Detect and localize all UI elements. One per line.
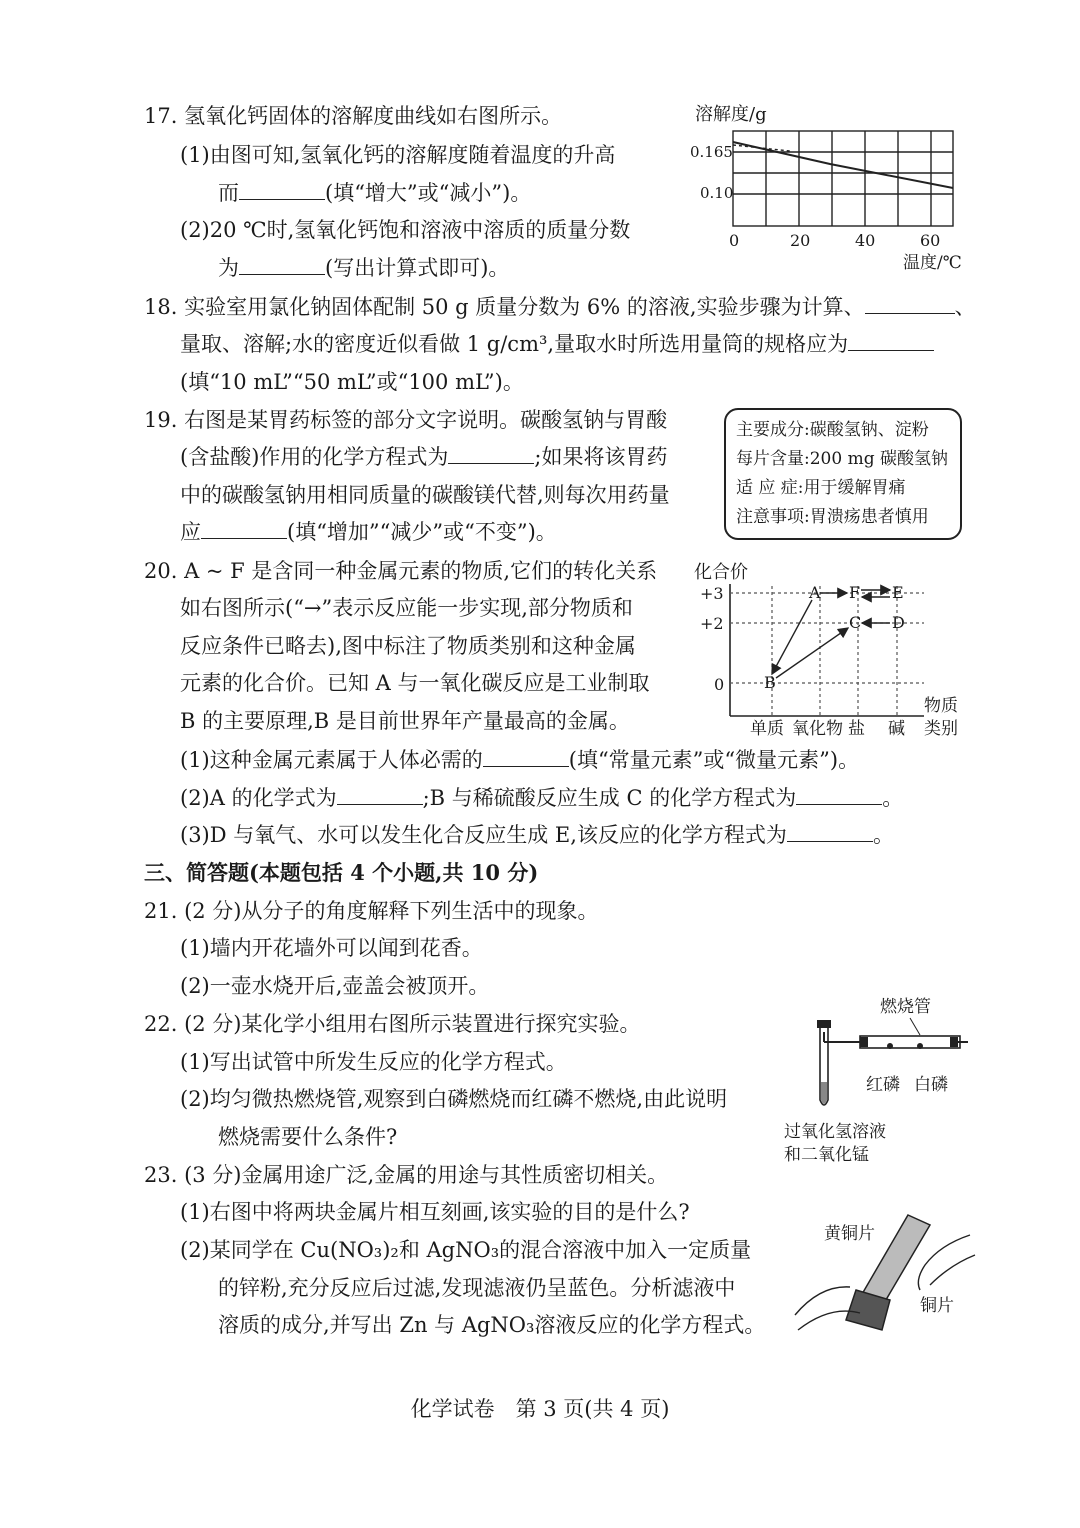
q18-line1: 18. 实验室用氯化钠固体配制 50 g 质量分数为 6% 的溶液,实验步骤为计算、 、 (144, 295, 976, 319)
answer-blank[interactable] (483, 746, 569, 767)
point-C: C (849, 613, 862, 632)
combustion-apparatus (780, 990, 980, 1165)
answer-blank[interactable] (796, 784, 882, 805)
q20-line2: 如右图所示(“→”表示反应能一步实现,部分物质和 (180, 596, 633, 620)
q18-line2: 量取、溶解;水的密度近似看做 1 g/cm³,量取水时所选用量筒的规格应为 (180, 329, 934, 359)
q22-stem: 22. (2 分)某化学小组用右图所示装置进行探究实验。 (144, 1012, 641, 1036)
q17-part1-line2: 而 (填“增大”或“减小”)。 (218, 181, 532, 205)
q20-line3: 反应条件已略去),图中标注了物质类别和这种金属 (180, 634, 636, 658)
q19-line4: 应 (填“增加”“减少”或“不变”)。 (180, 520, 557, 544)
solution-label-1: 过氧化氢溶液 (784, 1122, 886, 1142)
label-line: 主要成分:碳酸氢钠、淀粉 (736, 420, 929, 440)
brass-label: 黄铜片 (824, 1224, 875, 1244)
answer-blank[interactable] (848, 330, 934, 351)
xcat-element: 单质 (750, 719, 784, 739)
answer-blank[interactable] (239, 179, 325, 200)
q20-part2: (2)A 的化学式为 ;B 与稀硫酸反应生成 C 的化学方程式为 。 (180, 786, 904, 810)
medicine-label (724, 408, 962, 540)
xtick-60: 60 (920, 231, 941, 250)
ytick-0165: 0.165 (690, 143, 733, 161)
xcat-oxide: 氧化物 (792, 719, 843, 739)
xtick-40: 40 (855, 231, 876, 250)
q23-stem: 23. (3 分)金属用途广泛,金属的用途与其性质密切相关。 (144, 1163, 669, 1187)
answer-blank[interactable] (448, 443, 534, 464)
q17-part1-line1: (1)由图可知,氢氧化钙的溶解度随着温度的升高 (180, 143, 616, 167)
page-footer: 化学试卷 第 3 页(共 4 页) (410, 1397, 670, 1421)
answer-blank[interactable] (787, 821, 873, 842)
answer-blank[interactable] (337, 784, 423, 805)
white-phosphorus-label: 白磷 (914, 1075, 948, 1095)
q23-part2-line2: 的锌粉,充分反应后过滤,发现滤液仍呈蓝色。分析滤液中 (218, 1276, 736, 1300)
red-phosphorus (887, 1043, 893, 1049)
label-line: 适 应 症:用于缓解胃痛 (736, 478, 906, 498)
q22-part2-line2: 燃烧需要什么条件? (218, 1125, 398, 1149)
valence-chart (692, 556, 972, 741)
q22-part1: (1)写出试管中所发生反应的化学方程式。 (180, 1050, 567, 1074)
q20-line4: 元素的化合价。已知 A 与一氧化碳反应是工业制取 (180, 671, 650, 695)
xcat-salt: 盐 (848, 719, 865, 739)
point-A: A (809, 583, 821, 602)
solubility-y-label: 溶解度/g (695, 104, 767, 125)
white-phosphorus (917, 1043, 923, 1049)
solubility-x-label: 温度/℃ (903, 253, 962, 273)
q20-part3: (3)D 与氧气、水可以发生化合反应生成 E,该反应的化学方程式为 。 (180, 823, 894, 847)
q19-line1: 19. 右图是某胃药标签的部分文字说明。碳酸氢钠与胃酸 (144, 408, 668, 432)
solution-label-2: 和二氧化锰 (784, 1145, 869, 1165)
q21-part1: (1)墙内开花墙外可以闻到花香。 (180, 936, 483, 960)
solubility-chart (690, 98, 980, 278)
q21-stem: 21. (2 分)从分子的角度解释下列生活中的现象。 (144, 899, 599, 923)
red-phosphorus-label: 红磷 (866, 1075, 900, 1095)
xtick-20: 20 (790, 231, 811, 250)
q19-line2: (含盐酸)作用的化学方程式为 ;如果将该胃药 (180, 445, 668, 469)
ytick-plus3: +3 (700, 584, 724, 603)
ytick-0: 0 (714, 675, 725, 694)
q20-part1: (1)这种金属元素属于人体必需的 (填“常量元素”或“微量元素”)。 (180, 748, 860, 772)
combustion-tube (860, 1036, 960, 1048)
valence-x-label-2: 类别 (924, 719, 958, 739)
point-B: B (764, 673, 776, 692)
q20-line1: 20. A ~ F 是含同一种金属元素的物质,它们的转化关系 (144, 559, 658, 583)
q17-part2-line1: (2)20 ℃时,氢氧化钙饱和溶液中溶质的质量分数 (180, 218, 631, 242)
answer-blank[interactable] (865, 293, 955, 314)
point-D: D (892, 613, 905, 632)
q20-line5: B 的主要原理,B 是目前世界年产量最高的金属。 (180, 709, 630, 733)
xtick-0: 0 (729, 231, 740, 250)
answer-blank[interactable] (201, 518, 287, 539)
point-E: E (892, 583, 904, 602)
label-line: 注意事项:胃溃疡患者慎用 (736, 507, 929, 527)
copper-label: 铜片 (920, 1296, 954, 1316)
combustion-tube-label: 燃烧管 (880, 997, 931, 1017)
q22-part2-line1: (2)均匀微热燃烧管,观察到白磷燃烧而红磷不燃烧,由此说明 (180, 1087, 728, 1111)
q23-part2-line3: 溶质的成分,并写出 Zn 与 AgNO₃溶液反应的化学方程式。 (218, 1313, 766, 1337)
ytick-010: 0.10 (700, 184, 734, 202)
valence-x-label-1: 物质 (924, 696, 958, 716)
xcat-base: 碱 (888, 719, 905, 739)
q19-line3: 中的碳酸氢钠用相同质量的碳酸镁代替,则每次用药量 (180, 483, 670, 507)
section-3-title: 三、简答题(本题包括 4 个小题,共 10 分) (144, 860, 539, 885)
q23-part1: (1)右图中将两块金属片相互刻画,该实验的目的是什么? (180, 1200, 690, 1224)
scratch-test-figure (790, 1205, 980, 1335)
label-line: 每片含量:200 mg 碳酸氢钠 (736, 449, 948, 469)
right-hand (918, 1235, 970, 1290)
answer-blank[interactable] (239, 254, 325, 275)
q23-part2-line1: (2)某同学在 Cu(NO₃)₂和 AgNO₃的混合溶液中加入一定质量 (180, 1238, 752, 1262)
q17-part2-line2: 为 (写出计算式即可)。 (218, 256, 510, 280)
ytick-plus2: +2 (700, 614, 724, 633)
q21-part2: (2)一壶水烧开后,壶盖会被顶开。 (180, 974, 490, 998)
valence-y-label: 化合价 (694, 562, 748, 583)
q17-stem: 17. 氢氧化钙固体的溶解度曲线如右图所示。 (144, 104, 563, 128)
point-F: F (849, 583, 861, 602)
q18-line3: (填“10 mL”“50 mL”或“100 mL”)。 (180, 370, 524, 394)
